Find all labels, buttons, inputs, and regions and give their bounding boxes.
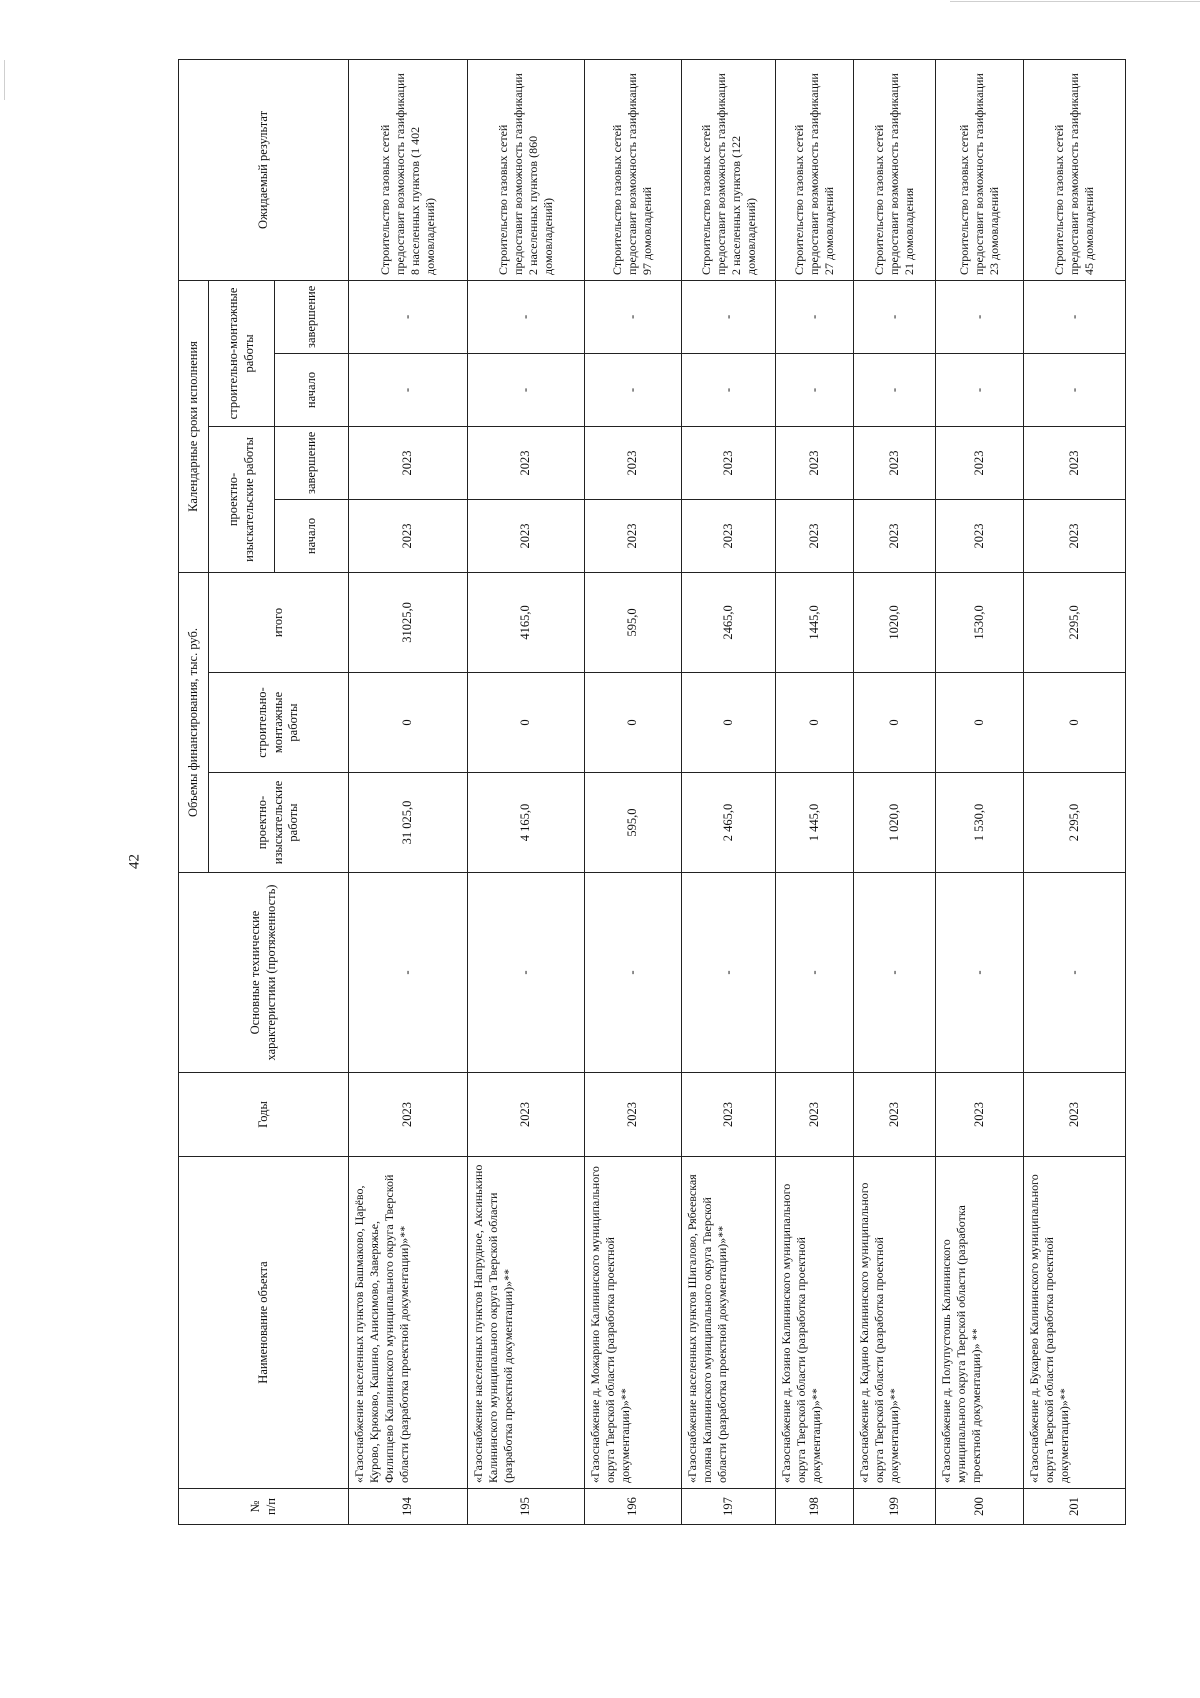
design-start: 2023 <box>349 499 468 572</box>
table-row <box>1024 59 1126 1524</box>
expected-result: Строительство газовых сетей предоставит возможность газификации 2 населенных пунктов (122 домовладений) <box>681 59 775 280</box>
design-start: 2023 <box>1024 499 1126 572</box>
table-row <box>584 59 681 1524</box>
construction-start: - <box>681 353 775 426</box>
header-result: Ожидаемый результат <box>179 59 349 280</box>
table-row <box>681 59 775 1524</box>
tech-characteristics: - <box>349 873 468 1073</box>
construction-start: - <box>349 353 468 426</box>
fin-design: 2 465,0 <box>681 773 775 873</box>
expected-result: Строительство газовых сетей предоставит возможность газификации 21 домовладения <box>853 59 936 280</box>
object-name: «Газоснабжение населенных пунктов Напрудное, Аксинькино Калининского муниципального округа Тверской области (разработка проектной документации)»** <box>468 1157 584 1489</box>
expected-result: Строительство газовых сетей предоставит возможность газификации 8 населенных пунктов (1 402 домовладений) <box>349 59 468 280</box>
construction-end: - <box>776 280 853 353</box>
construction-end: - <box>936 280 1024 353</box>
header-calendar: Календарные сроки исполнения <box>179 280 209 572</box>
construction-start: - <box>936 353 1024 426</box>
fin-design: 4 165,0 <box>468 773 584 873</box>
design-start: 2023 <box>468 499 584 572</box>
design-end: 2023 <box>584 426 681 499</box>
design-end: 2023 <box>1024 426 1126 499</box>
row-number: 199 <box>853 1489 936 1525</box>
header-years: Годы <box>179 1073 349 1157</box>
year: 2023 <box>1024 1073 1126 1157</box>
table-body <box>349 59 1126 1524</box>
construction-start: - <box>853 353 936 426</box>
object-name: «Газоснабжение населенных пунктов Башмаково, Царёво, Курово, Крюково, Кашино, Анисимово, Заверяжье, Филипцево Калининского муниципального округа Тверской области (разработка проектной документации)»** <box>349 1157 468 1489</box>
expected-result: Строительство газовых сетей предоставит возможность газификации 97 домовладений <box>584 59 681 280</box>
header-num: № п/п <box>179 1489 349 1525</box>
year: 2023 <box>936 1073 1024 1157</box>
fin-total: 2295,0 <box>1024 572 1126 672</box>
fin-design: 31 025,0 <box>349 773 468 873</box>
design-start: 2023 <box>853 499 936 572</box>
object-name: «Газоснабжение д. Букарево Калининского муниципального округа Тверской области (разработка проектной документации)»** <box>1024 1157 1126 1489</box>
fin-total: 1530,0 <box>936 572 1024 672</box>
table-row <box>936 59 1024 1524</box>
fin-construction: 0 <box>776 673 853 773</box>
fin-total: 1445,0 <box>776 572 853 672</box>
fin-total: 1020,0 <box>853 572 936 672</box>
object-name: «Газоснабжение д. Полупустошь Калининского муниципального округа Тверской области (разработка проектной документации)» ** <box>936 1157 1024 1489</box>
row-number: 201 <box>1024 1489 1126 1525</box>
tech-characteristics: - <box>776 873 853 1073</box>
design-start: 2023 <box>776 499 853 572</box>
tech-characteristics: - <box>681 873 775 1073</box>
fin-construction: 0 <box>584 673 681 773</box>
construction-start: - <box>776 353 853 426</box>
construction-end: - <box>468 280 584 353</box>
year: 2023 <box>584 1073 681 1157</box>
fin-construction: 0 <box>681 673 775 773</box>
header-finance: Объемы финансирования, тыс. руб. <box>179 572 209 872</box>
fin-design: 1 445,0 <box>776 773 853 873</box>
construction-start: - <box>584 353 681 426</box>
design-end: 2023 <box>681 426 775 499</box>
header-fin-total: итого <box>209 572 349 672</box>
expected-result: Строительство газовых сетей предоставит возможность газификации 27 домовладений <box>776 59 853 280</box>
tech-characteristics: - <box>584 873 681 1073</box>
tech-characteristics: - <box>853 873 936 1073</box>
table-header <box>179 59 349 1524</box>
design-end: 2023 <box>853 426 936 499</box>
header-cal-design: проектно-изыскательские работы <box>209 426 275 572</box>
fin-construction: 0 <box>468 673 584 773</box>
year: 2023 <box>349 1073 468 1157</box>
object-name: «Газоснабжение д. Можарино Калининского муниципального округа Тверской области (разработка проектной документации)»** <box>584 1157 681 1489</box>
fin-design: 1 020,0 <box>853 773 936 873</box>
header-fin-construction: строительно-монтажные работы <box>209 673 349 773</box>
fin-total: 2465,0 <box>681 572 775 672</box>
design-end: 2023 <box>468 426 584 499</box>
year: 2023 <box>681 1073 775 1157</box>
design-start: 2023 <box>681 499 775 572</box>
design-end: 2023 <box>776 426 853 499</box>
page-number: 42 <box>126 854 143 869</box>
fin-design: 2 295,0 <box>1024 773 1126 873</box>
fin-total: 4165,0 <box>468 572 584 672</box>
table-row <box>853 59 936 1524</box>
fin-construction: 0 <box>349 673 468 773</box>
table-row <box>468 59 584 1524</box>
object-name: «Газоснабжение д. Козино Калининского муниципального округа Тверской области (разработка проектной документации)»** <box>776 1157 853 1489</box>
header-cal-construction: строительно-монтажные работы <box>209 280 275 426</box>
design-start: 2023 <box>936 499 1024 572</box>
table-row <box>776 59 853 1524</box>
scan-edge-line <box>950 1 1200 2</box>
scan-edge-line <box>4 60 5 100</box>
construction-start: - <box>1024 353 1126 426</box>
object-name: «Газоснабжение д. Кадино Калининского муниципального округа Тверской области (разработка проектной документации)»** <box>853 1157 936 1489</box>
fin-total: 31025,0 <box>349 572 468 672</box>
construction-end: - <box>349 280 468 353</box>
header-cal-design-start: начало <box>275 499 349 572</box>
header-cal-construction-end: завершение <box>275 280 349 353</box>
rotated-table-container <box>178 60 1126 1525</box>
fin-construction: 0 <box>853 673 936 773</box>
fin-design: 595,0 <box>584 773 681 873</box>
header-name: Наименование объекта <box>179 1157 349 1489</box>
expected-result: Строительство газовых сетей предоставит возможность газификации 2 населенных пунктов (860 домовладений) <box>468 59 584 280</box>
header-tech: Основные технические характеристики (протяженность) <box>179 873 349 1073</box>
construction-end: - <box>681 280 775 353</box>
construction-end: - <box>853 280 936 353</box>
year: 2023 <box>776 1073 853 1157</box>
year: 2023 <box>468 1073 584 1157</box>
header-cal-construction-start: начало <box>275 353 349 426</box>
row-number: 196 <box>584 1489 681 1525</box>
tech-characteristics: - <box>468 873 584 1073</box>
row-number: 198 <box>776 1489 853 1525</box>
construction-start: - <box>468 353 584 426</box>
row-number: 200 <box>936 1489 1024 1525</box>
table-row <box>349 59 468 1524</box>
design-end: 2023 <box>936 426 1024 499</box>
tech-characteristics: - <box>936 873 1024 1073</box>
object-name: «Газоснабжение населенных пунктов Шигалово, Рябеевская поляна Калининского муниципального округа Тверской области (разработка проектной документации)»** <box>681 1157 775 1489</box>
header-cal-design-end: завершение <box>275 426 349 499</box>
tech-characteristics: - <box>1024 873 1126 1073</box>
construction-end: - <box>1024 280 1126 353</box>
expected-result: Строительство газовых сетей предоставит возможность газификации 45 домовладений <box>1024 59 1126 280</box>
fin-total: 595,0 <box>584 572 681 672</box>
construction-end: - <box>584 280 681 353</box>
expected-result: Строительство газовых сетей предоставит возможность газификации 23 домовладений <box>936 59 1024 280</box>
year: 2023 <box>853 1073 936 1157</box>
fin-construction: 0 <box>1024 673 1126 773</box>
design-start: 2023 <box>584 499 681 572</box>
row-number: 195 <box>468 1489 584 1525</box>
fin-design: 1 530,0 <box>936 773 1024 873</box>
row-number: 194 <box>349 1489 468 1525</box>
fin-construction: 0 <box>936 673 1024 773</box>
design-end: 2023 <box>349 426 468 499</box>
financing-table <box>178 59 1126 1525</box>
header-fin-design: проектно-изыскательские работы <box>209 773 349 873</box>
row-number: 197 <box>681 1489 775 1525</box>
